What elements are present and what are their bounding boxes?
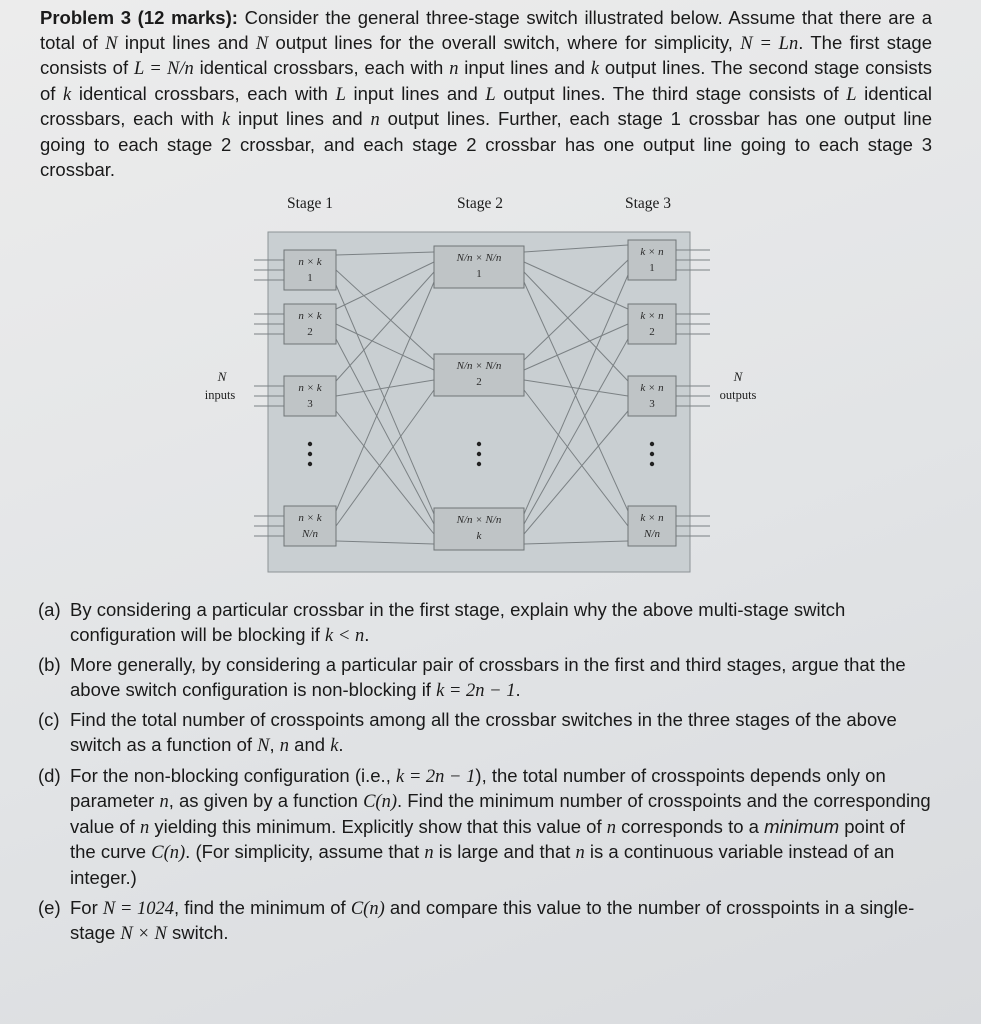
math-expression: N: [257, 735, 270, 756]
part-text: Find the total number of crosspoints among all the crossbar switches in the three stages of the above switch as a function of: [70, 709, 897, 755]
ellipsis-dot: [308, 452, 312, 456]
math-expression: C(n): [350, 898, 385, 919]
three-stage-switch-diagram: [190, 188, 790, 588]
crossbar-index: k: [476, 530, 482, 542]
crossbar-dimension: k × n: [640, 246, 664, 258]
ellipsis-dot: [650, 452, 654, 456]
stage-label: Stage 3: [624, 195, 672, 212]
crossbar-index: 2: [307, 326, 313, 338]
math-expression: n: [606, 817, 616, 838]
crossbar-dimension: n × k: [298, 256, 322, 268]
crossbar-dimension: N/n × N/n: [456, 360, 502, 372]
crossbar-dimension: k × n: [640, 382, 664, 394]
crossbar-dimension: n × k: [298, 512, 322, 524]
part-label: (d): [38, 764, 61, 786]
part-text: , as given by a function: [168, 790, 364, 812]
crossbar-dimension: N/n × N/n: [456, 514, 502, 526]
crossbar-index: N/n: [644, 528, 660, 540]
problem-statement: Problem 3 (12 marks): Consider the general three-stage switch illustrated below. Assume that there are a total of N input lines and N output lines for the overall switch, where for simplicity, N = Ln. The first stage consists of L = N/n identical crossbars, each with n input lines and k output lines. The second stage consists of k identical crossbars, each with L input lines and L output lines. The third stage consists of L identical crossbars, each with k input lines and n output lines. Further, each stage 1 crossbar has one output line going to each stage 2 crossbar, and each stage 2 crossbar has one output line going to each stage 3 crossbar.: [40, 7, 933, 180]
math-expression: C(n): [151, 843, 186, 864]
part-text: More generally, by considering a particular pair of crossbars in the first and third stages, argue that the above switch configuration is non-blocking if: [70, 654, 906, 700]
part-text: yielding this minimum. Explicitly show that this value of: [149, 815, 607, 837]
part-text: is a continuous variable instead of an integer.): [70, 841, 895, 888]
question-part: [40, 708, 932, 758]
part-label: (e): [38, 896, 61, 918]
ellipsis-dot: [650, 442, 654, 446]
math-expression: n: [575, 843, 585, 864]
crossbar-dimension: N/n × N/n: [456, 252, 502, 264]
question-parts: [40, 598, 932, 952]
crossbar-index: 1: [649, 262, 655, 274]
question-part: [40, 598, 932, 648]
math-expression: n: [159, 792, 169, 813]
crossbar-index: 1: [307, 272, 313, 284]
part-text: point of the curve: [70, 815, 905, 863]
stage-label: Stage 1: [286, 195, 334, 212]
crossbar-dimension: k × n: [640, 310, 664, 322]
ellipsis-dot: [477, 442, 481, 446]
question-part: [40, 764, 932, 891]
crossbar-dimension: n × k: [298, 382, 322, 394]
part-text: .: [515, 678, 521, 700]
ellipsis-dot: [308, 462, 312, 466]
math-expression: k = 2n − 1: [436, 680, 516, 701]
part-text: . (For simplicity, assume that: [185, 841, 425, 863]
crossbar-index: 2: [476, 376, 482, 388]
crossbar-dimension: k × n: [640, 512, 664, 524]
part-text: minimum: [764, 815, 840, 837]
part-text: and: [289, 733, 331, 755]
question-part: [40, 896, 932, 947]
part-text: ,: [269, 733, 280, 755]
math-expression: C(n): [363, 792, 398, 813]
part-text: For: [70, 896, 103, 918]
outputs-count: N: [733, 369, 743, 384]
part-label: (c): [38, 709, 60, 731]
crossbar-index: N/n: [302, 528, 318, 540]
stage-label: Stage 2: [456, 195, 504, 212]
math-expression: k < n: [325, 625, 365, 646]
inputs-count: N: [217, 369, 227, 384]
part-text: is large and that: [433, 841, 576, 863]
part-text: .: [364, 623, 370, 645]
math-expression: N = 1024: [102, 898, 174, 919]
ellipsis-dot: [477, 462, 481, 466]
part-text: For the non-blocking configuration (i.e.,: [70, 764, 396, 786]
ellipsis-dot: [477, 452, 481, 456]
part-text: switch.: [166, 922, 229, 944]
math-expression: n: [139, 817, 150, 838]
part-text: .: [338, 733, 344, 755]
crossbar-index: 3: [649, 398, 655, 410]
ellipsis-dot: [308, 442, 312, 446]
part-label: (b): [38, 654, 61, 676]
ellipsis-dot: [650, 462, 654, 466]
part-text: By considering a particular crossbar in the first stage, explain why the above multi-stage switch configuration will be blocking if: [70, 599, 846, 645]
part-text: and compare this value to the number of crosspoints in a single-stage: [70, 896, 915, 944]
math-expression: n: [279, 735, 290, 756]
math-expression: n: [424, 843, 434, 864]
math-expression: k: [330, 735, 339, 756]
question-part: [40, 653, 932, 703]
crossbar-index: 1: [476, 268, 482, 280]
math-expression: N × N: [120, 924, 167, 945]
part-text: corresponds to a: [615, 815, 765, 837]
crossbar-dimension: n × k: [298, 310, 322, 322]
problem-heading: Problem 3 (12 marks):: [40, 7, 238, 28]
math-expression: k = 2n − 1: [395, 766, 476, 787]
part-text: . Find the minimum number of crosspoints and the corresponding value of: [70, 790, 931, 837]
part-text: ), the total number of crosspoints depends only on parameter: [70, 764, 886, 812]
part-text: , find the minimum of: [173, 896, 351, 918]
part-label: (a): [38, 599, 61, 620]
crossbar-index: 2: [649, 326, 655, 338]
crossbar-index: 3: [307, 398, 313, 410]
outputs-label: outputs: [719, 388, 757, 402]
inputs-label: inputs: [204, 388, 236, 402]
